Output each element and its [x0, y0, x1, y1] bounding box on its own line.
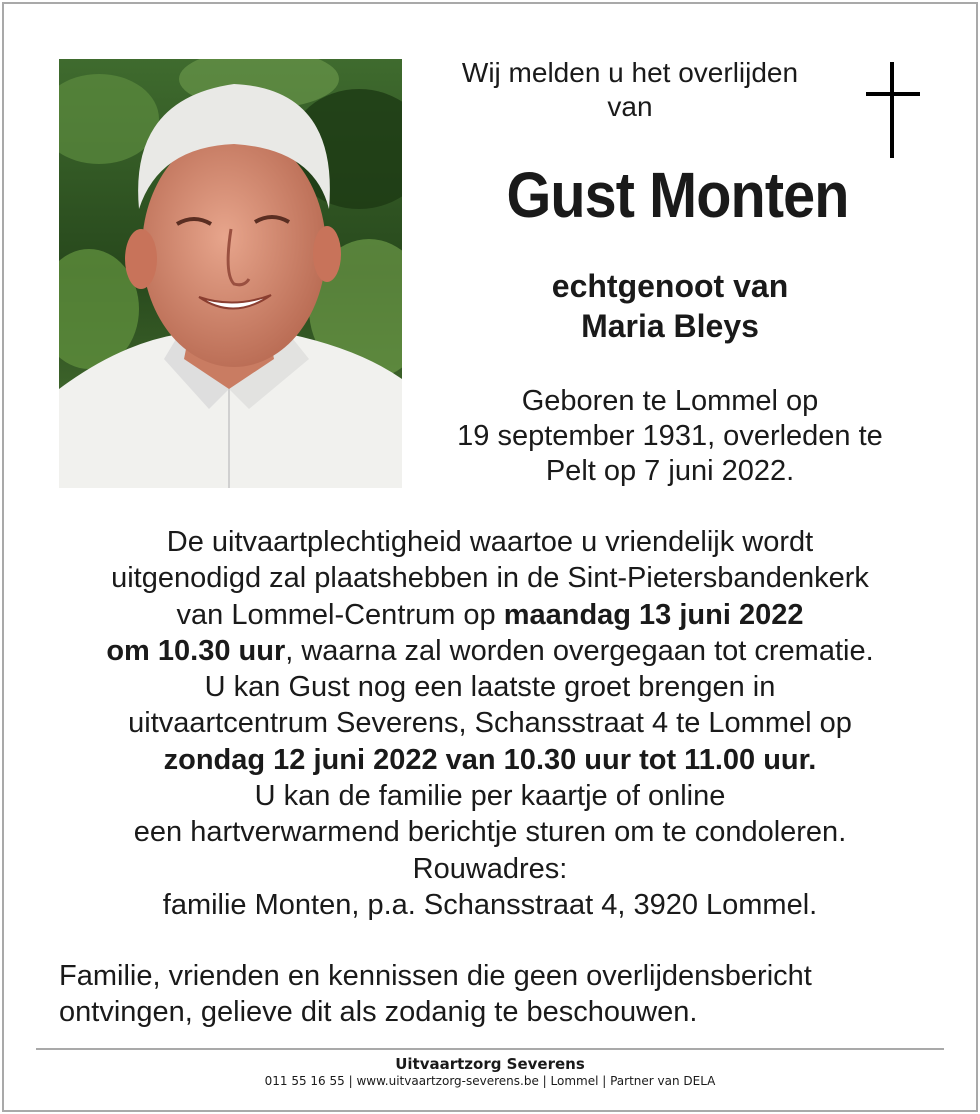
ceremony-text: , waarna zal worden overgegaan tot crematie. — [285, 634, 874, 667]
intro-line: Wij melden u het overlijden — [461, 57, 799, 88]
ceremony-line: een hartverwarmend berichtje sturen om te condoleren. — [133, 816, 847, 849]
funeral-company-contact: 011 55 16 55 | www.uitvaartzorg-severens.be | Lommel | Partner van DELA — [264, 1074, 716, 1088]
life-dates — [420, 384, 920, 489]
ceremony-time: om 10.30 uur — [106, 634, 286, 667]
ceremony-line: uitgenodigd zal plaatshebben in de Sint-Pietersbandenkerk — [111, 562, 869, 595]
farewell-time: zondag 12 juni 2022 van 10.30 uur tot 11.00 uur. — [163, 743, 817, 776]
dates-line: Pelt op 7 juni 2022. — [545, 455, 795, 487]
note-line: ontvingen, gelieve dit als zodanig te beschouwen. — [59, 996, 698, 1028]
footer-divider — [36, 1048, 944, 1050]
ceremony-line — [40, 742, 940, 778]
ceremony-details — [40, 524, 940, 923]
deceased-name: Gust Monten — [506, 159, 849, 231]
dates-line: Geboren te Lommel op — [521, 385, 819, 417]
mourning-address: familie Monten, p.a. Schansstraat 4, 3920 Lommel. — [162, 888, 818, 921]
announcement-intro — [430, 56, 830, 124]
dates-line: 19 september 1931, overleden te — [457, 420, 883, 452]
closing-note — [59, 958, 919, 1030]
spouse-name: Maria Bleys — [581, 308, 759, 344]
ceremony-line — [40, 633, 940, 669]
cross-icon — [864, 62, 922, 160]
note-line: Familie, vrienden en kennissen die geen overlijdensbericht — [59, 960, 812, 992]
intro-line: van — [607, 91, 653, 122]
spouse-relation: echtgenoot van — [551, 268, 789, 304]
ceremony-line: uitvaartcentrum Severens, Schansstraat 4 te Lommel op — [128, 707, 852, 740]
portrait-photo — [59, 59, 402, 488]
ceremony-line: U kan Gust nog een laatste groet brengen in — [204, 671, 776, 704]
ceremony-line: U kan de familie per kaartje of online — [254, 780, 726, 813]
funeral-company: Uitvaartzorg Severens — [395, 1055, 585, 1073]
ceremony-text: van Lommel-Centrum op — [176, 598, 504, 631]
ceremony-line — [40, 597, 940, 633]
ceremony-line: Rouwadres: — [412, 852, 568, 885]
spouse-info — [470, 266, 870, 346]
ceremony-date: maandag 13 juni 2022 — [503, 598, 804, 631]
ceremony-line: De uitvaartplechtigheid waartoe u vriendelijk wordt — [166, 526, 814, 558]
